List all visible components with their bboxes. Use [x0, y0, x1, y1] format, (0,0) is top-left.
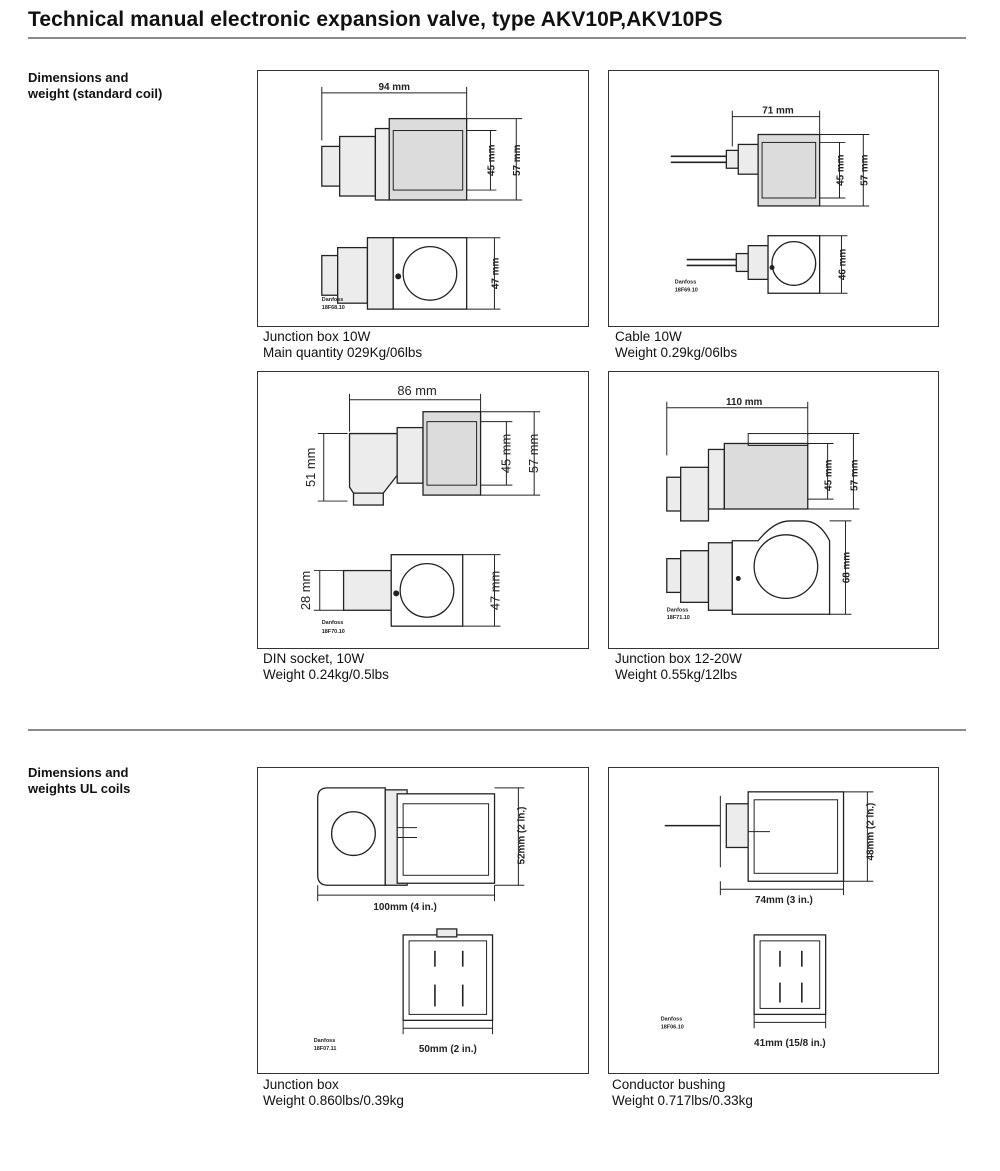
- dim-front-height: 46 mm: [837, 248, 849, 281]
- stamp-brand: Danfoss: [321, 620, 344, 627]
- caption-weight: Weight 0.55kg/12lbs: [615, 667, 738, 682]
- dim-height-inner: 45 mm: [823, 459, 835, 491]
- stamp-brand: Danfoss: [666, 607, 689, 614]
- stamp-brand: Danfoss: [313, 1038, 336, 1045]
- dim-width: 86 mm: [397, 382, 437, 398]
- dim-height: 48mm (2 in.): [865, 802, 877, 861]
- stamp-code: 18F69.10: [674, 287, 698, 294]
- caption-weight: Weight 0.860lbs/0.39kg: [263, 1093, 404, 1108]
- caption-ul-junction-box: [263, 1077, 404, 1109]
- dim-height-outer: 57 mm: [849, 459, 861, 491]
- dim-height-outer: 57 mm: [512, 144, 524, 176]
- dim-height-inner: 45 mm: [498, 433, 514, 474]
- dim-width: 110 mm: [726, 396, 763, 408]
- dim-length: 100mm (4 in.): [373, 902, 437, 914]
- dim-width: 50mm (2 in.): [418, 1044, 477, 1056]
- drawing-ul-conductor-bushing: [608, 767, 939, 1074]
- caption-weight: Weight 0.24kg/0.5lbs: [263, 667, 389, 682]
- stamp-code: 18F07.11: [313, 1046, 337, 1053]
- stamp-brand: Danfoss: [660, 1016, 683, 1023]
- dim-front-height: 47 mm: [490, 257, 502, 290]
- dim-width: 41mm (15/8 in.): [754, 1038, 826, 1050]
- caption-title: Junction box: [263, 1077, 339, 1092]
- caption-title: Conductor bushing: [612, 1077, 726, 1092]
- drawing-junction-box-10w: [257, 70, 589, 327]
- section-label-line: weights UL coils: [28, 781, 131, 796]
- dim-width: 94 mm: [378, 81, 410, 93]
- caption-weight: Main quantity 029Kg/06lbs: [263, 345, 423, 360]
- dim-plug-front: 28 mm: [297, 570, 313, 611]
- dim-height-outer: 57 mm: [859, 154, 871, 186]
- caption-title: DIN socket, 10W: [263, 651, 365, 666]
- dim-length: 74mm (3 in.): [754, 895, 813, 907]
- page-title: Technical manual electronic expansion valve, type AKV10P,AKV10PS: [28, 8, 723, 31]
- caption-title: Cable 10W: [615, 329, 682, 344]
- dim-front-height: 47 mm: [487, 570, 503, 611]
- drawing-din-socket-10w: [257, 371, 589, 649]
- drawing-junction-box-12-20w: [608, 371, 939, 649]
- dim-plug-height: 51 mm: [302, 447, 318, 488]
- stamp-brand: Danfoss: [674, 279, 697, 286]
- caption-title: Junction box 10W: [263, 329, 371, 344]
- caption-cable-10w: [615, 329, 737, 361]
- dim-height-inner: 45 mm: [835, 154, 847, 186]
- caption-junction-box-12-20w: [615, 651, 742, 683]
- drawing-cable-10w: [608, 70, 939, 327]
- stamp-code: 18F68.10: [321, 305, 345, 312]
- dim-height-inner: 45 mm: [486, 144, 498, 176]
- section-rule: [28, 729, 966, 731]
- section-label-line: weight (standard coil): [28, 86, 163, 101]
- dim-front-height: 68 mm: [841, 551, 853, 584]
- stamp-code: 18F70.10: [321, 629, 345, 636]
- dim-height-outer: 57 mm: [526, 433, 542, 474]
- drawing-ul-junction-box: [257, 767, 589, 1074]
- caption-weight: Weight 0.29kg/06lbs: [615, 345, 738, 360]
- title-rule: [28, 37, 966, 39]
- stamp-brand: Danfoss: [321, 297, 344, 304]
- dim-height: 52mm (2 in.): [516, 806, 528, 865]
- section-label-line: Dimensions and: [28, 765, 129, 780]
- stamp-code: 18F06.10: [660, 1024, 684, 1031]
- stamp-code: 18F71.10: [666, 615, 690, 622]
- caption-junction-box-10w: [263, 329, 422, 361]
- caption-ul-conductor-bushing: [612, 1077, 753, 1109]
- section-label-standard: [28, 70, 162, 102]
- caption-weight: Weight 0.717lbs/0.33kg: [612, 1093, 753, 1108]
- dim-width: 71 mm: [762, 105, 794, 117]
- caption-title: Junction box 12-20W: [615, 651, 742, 666]
- section-label-line: Dimensions and: [28, 70, 129, 85]
- caption-din-socket-10w: [263, 651, 389, 683]
- section-label-ul: [28, 765, 130, 797]
